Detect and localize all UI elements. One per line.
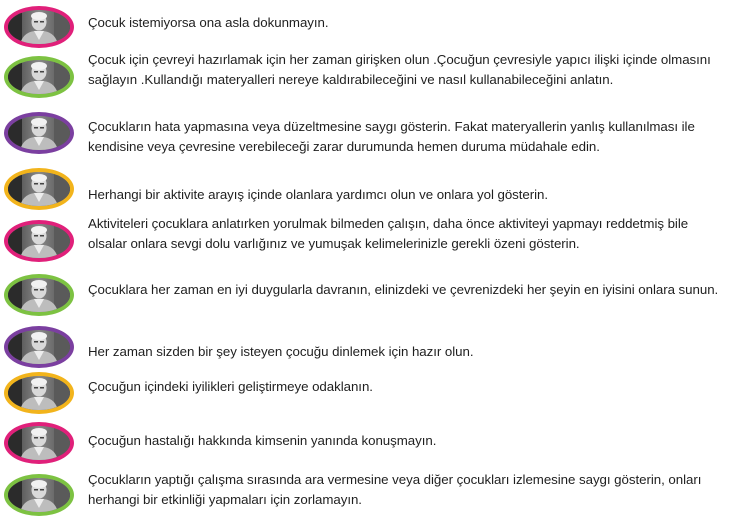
rule-text: Çocuğun hastalığı hakkında kimsenin yanında konuşmayın. bbox=[88, 433, 437, 448]
portrait-photo-icon bbox=[4, 422, 74, 464]
portrait-photo-icon bbox=[4, 274, 74, 316]
portrait-photo-icon bbox=[4, 56, 74, 98]
portrait-photo-icon bbox=[4, 326, 74, 368]
rule-text: Çocukların yaptığı çalışma sırasında ara vermesine veya diğer çocukları izlemesine saygı gösterin, onları herhangi bir etkinliği yapmaları için zorlamayın. bbox=[88, 472, 702, 507]
rule-text: Her zaman sizden bir şey isteyen çocuğu dinlemek için hazır olun. bbox=[88, 344, 474, 359]
portrait-photo-icon bbox=[4, 6, 74, 48]
portrait-photo-icon bbox=[4, 372, 74, 414]
portrait-photo-icon bbox=[4, 220, 74, 262]
rule-text: Herhangi bir aktivite arayış içinde olanlara yardımcı olun ve onlara yol gösterin. bbox=[88, 187, 549, 202]
portrait-photo-icon bbox=[4, 168, 74, 210]
rule-text: Çocuğun içindeki iyilikleri geliştirmeye odaklanın. bbox=[88, 379, 373, 394]
portrait-photo-icon bbox=[4, 474, 74, 516]
rule-text: Çocuk için çevreyi hazırlamak için her zaman girişken olun .Çocuğun çevresiyle yapıcı ilişki içinde olmasını sağlayın .Kullandığı materyalleri nereye kaldırabileceğini ve nasıl kullanabileceğini anlatın. bbox=[88, 52, 711, 87]
portrait-photo-icon bbox=[4, 112, 74, 154]
rule-text: Aktiviteleri çocuklara anlatırken yorulmak bilmeden çalışın, daha önce aktiviteyi yapmayı reddetmiş bile olsalar onlara sevgi dolu varlığınız ve yumuşak kelimelerinizle gerekli özeni gösterin. bbox=[88, 216, 689, 251]
rule-text: Çocuk istemiyorsa ona asla dokunmayın. bbox=[88, 15, 329, 30]
rule-text: Çocuklara her zaman en iyi duygularla davranın, elinizdeki ve çevrenizdeki her şeyin en iyisini onlara sunun. bbox=[88, 282, 719, 297]
rule-text: Çocukların hata yapmasına veya düzeltmesine saygı gösterin. Fakat materyallerin yanlış kullanılması ile kendisine veya çevresine verebileceği zarar durumunda hemen duruma müdahale edin. bbox=[88, 119, 695, 154]
